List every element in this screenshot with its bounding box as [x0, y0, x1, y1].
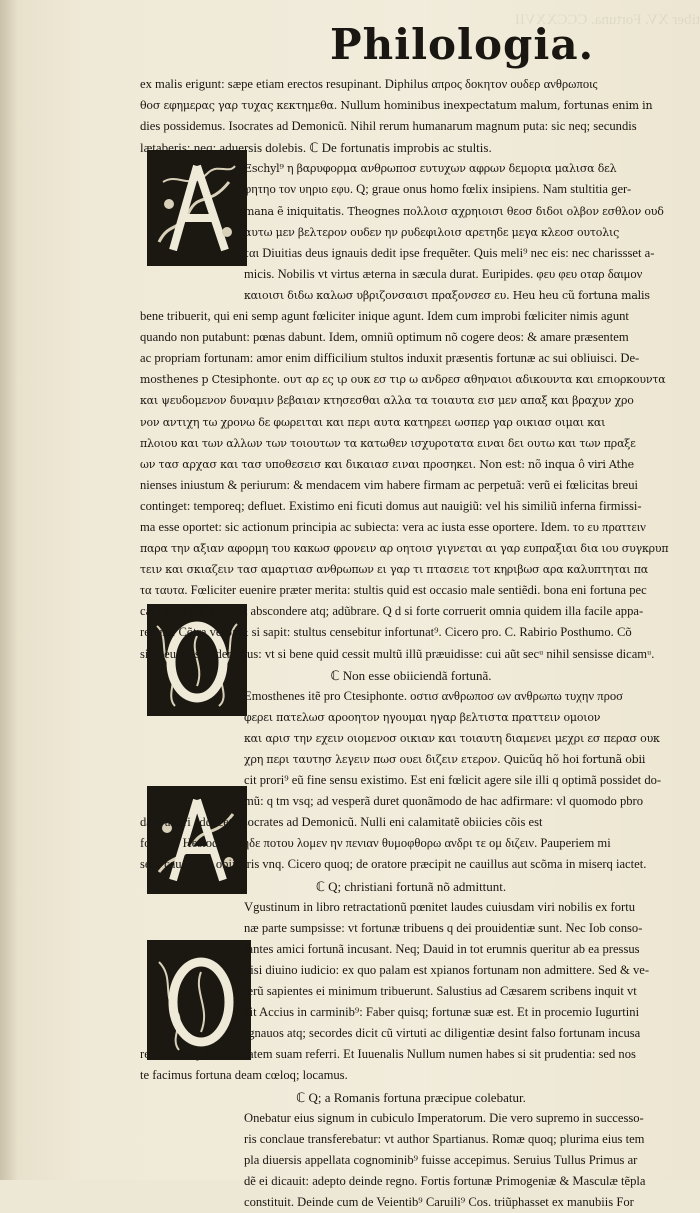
text-line: pla diuersis appellata cognominib⁹ fuisse accepimus. Seruius Tullus Primus ar	[244, 1152, 638, 1167]
text-line: bene tribuerit, qui eni semp agunt fœliciter inique agunt. Idem cum improbi fœliciter nimis agunt	[140, 309, 629, 324]
text-line: terũ sapientes ei minimum tribuerunt. Salustius ad Cæsarem scribens inquit vt	[244, 984, 637, 999]
text-line: Vgustinum in libro retractationũ pœnitet laudes cuiusdam viri nobilis ex fortu	[244, 899, 636, 914]
text-line: και αρισ την εχειν οιομενοσ οικιαν και τοιαυτη διαμενει μεχρι εσ περασ ουκ	[244, 731, 660, 745]
text-line: θοσ εφημερας γαρ τυχας κεκτημεθα. Nullum hominibus inexpectatum malum, fortunas enim in	[140, 99, 653, 113]
text-line: καιοισι διδω καλωσ υβριζονσαισι πραξονσεσ ευ. Heu heu cũ fortuna malis	[244, 288, 650, 302]
text-line: ris conclaue transferebatur: vt author Spartianus. Romæ quoq; plurima eius tem	[244, 1131, 645, 1146]
text-line: sero caueas ne obiiceris vnq. Cicero quoq; de oratore præcipit ne cauillus aut scõma in miserq iactet.	[140, 857, 647, 872]
text-line: Eschyl⁹ η βαρυφορμα ανθρωποσ ευτυχων αφρων δεμορια μαλισα δελ	[244, 162, 617, 176]
text-line: nienses iniustum & periurum: & mendacem vim habere firmam ac perpetuã: verũ ei fœlicitas breui	[140, 477, 638, 492]
text-line: Ignauos atq; secordes dicit cũ virtuti ac diligentiæ desint falso fortunam incusa	[244, 1026, 641, 1041]
text-line: παρα την αξιαν αφορμη του κακωσ φρονειν αρ οητοισ γιγνεται αι γαρ ευπραξιαι δια ιου συγκρυπ	[140, 542, 669, 556]
text-line: continget: temporeq; defluet. Existimo eni ficuti domus aut nauigiũ: vel his similiũ inferna firmissi-	[140, 498, 642, 513]
text-line: ται Diuitias deus ignauis dedit ipse frequẽter. Quis meli⁹ nec eis: nec charissset a-	[244, 245, 655, 260]
text-line: Onebatur eius signum in cubiculo Imperatorum. Die vero supremo in successo-	[244, 1110, 644, 1125]
text-line: ac propriam fortunam: amor enim difficilium stultos induxit præsentis fortunæ ac sui obliuisci. De-	[140, 351, 640, 366]
text-line: dare alteri addecet. Isocrates ad Demonicũ. Nulli eni calamitatẽ obiicies cõis est	[140, 815, 543, 830]
running-head: Philologia.	[330, 20, 595, 69]
text-line: ex malis erigunt: sæpe etiam erectos resupinant. Diphilus απρος δοκητον ουδερ ανθρωποις	[140, 77, 598, 91]
text-line: ων τασ αρχασ και τασ υποθεσεισ και δικαιασ ειναι προσηκει. Non est: nõ inqua ô viri Athe	[140, 457, 634, 471]
text-line: πλοιου και των αλλων των τοιουτων τα κατωθεν ισχυροτατα ειναι δει ουτω και των πραξε	[140, 436, 636, 450]
text-line: νον αντιχη τω χρονω δε φωρειται και περι αυτα κατηρεει ωσπερ γαρ οικιασ οιμαι και	[140, 415, 606, 429]
section-heading: ℂ Q; christiani fortunã nõ admittunt.	[315, 878, 507, 894]
section-heading: ℂ Non esse obiiciendã fortunã.	[330, 667, 492, 683]
text-line: dẽ ei dicauit: adepto deinde regno. Fortis fortunæ Primogeniæ & Masculæ tẽpla	[244, 1173, 646, 1188]
text-line: fortuna. Hesiodus. μηδε ποτου λομεν ην πενιαν θυμοφθορω ανδρι τε ομ διζειν. Pauperiem mi	[140, 836, 611, 851]
text-line: næ parte sumpsisse: vt fortunæ tribuens q dei prouidentiæ sunt. Nec Iob conso-	[244, 920, 643, 935]
text-line: re: ad eamq; infœlicitatem suam referri. Et Iuuenalis Nullum numen habes si sit prudentia: sed nos	[140, 1047, 636, 1062]
text-line: mosthenes p Ctesiphonte. ουτ αρ ες ιρ ουκ εσ τιρ ω ανδρεσ αθηναιοι αδικουντα και επιορκουντα	[140, 373, 666, 387]
text-line: quando non putabunt: pœnas dabunt. Idem, omniũ optimum nõ cogere deos: & amare præsentem	[140, 330, 629, 345]
text-line: χρη περι ταυτησ λεγειν πωσ ουει διζειν ετερον. Quicũq hõ hoi fortunã obii	[244, 753, 646, 766]
binding-gutter	[0, 0, 18, 1180]
text-line: και ψευδομενον δυναμιν βεβαιαν κτησεσθαι αλλα τα τοιαυτα εισ μεν απαξ και βραχυν χρο	[140, 394, 634, 408]
text-line: cata mortaliũ apta est abscondere atq; adũbrare. Q d si forte corruerit omnia quidem illa facile appa-	[140, 604, 644, 619]
text-line: lantes amici fortunã incusant. Neq; Dauid in tot erumnis queritur ab ea pressus	[244, 941, 640, 956]
text-line: ma esse oportet: sic actionum principia ac subiecta: vera ac iusta esse oportere. Idem. το ευ πραττειν	[140, 519, 646, 534]
text-line: te facimus fortuna deam cœloq; locamus.	[140, 1068, 348, 1083]
text-line: micis. Nobilis vt virtus æterna in sæcula durat. Euripides. φευ φευ οταρ δαιμον	[244, 266, 643, 281]
text-line: Emosthenes itẽ pro Ctesiphonte. οστισ ανθρωποσ ων ανθρωπω τυχην προσ	[244, 688, 623, 703]
text-line: cit prori⁹ eũ fine sensu existimo. Est eni fœlicit agere sile illi q optimã possidet do-	[244, 773, 662, 788]
text-line: mana ẽ iniquitatis. Theognes πολλοισ αχρηιοισι θεοσ διδοι ολβον εσθλον ουδ	[244, 204, 664, 218]
body-text	[140, 74, 682, 1213]
text-line: τα ταυτα. Fœliciter euenire præter merita: stultis quid est occasio male sentiẽdi. bona eni fortuna pec	[140, 583, 647, 598]
text-line: silia euentis põderamus: vt si bene quid cessit multũ illũ præuidisse: cui aũt secᵘ nihil sensisse dicamᵘ.	[140, 646, 655, 661]
text-line: lætaberis: neq; aduersis dolebis. ℂ De fortunatis improbis ac stultis.	[140, 140, 492, 156]
text-line: τειν και σκιαζειν τασ αμαρτιασ ανθρωπων ει γαρ τι πτασειε τοτ κηριβωσ αρα καλυπτηται πα	[140, 563, 649, 577]
text-line: φερει πατελωσ αροοητον ηγουμαι ηγαρ βελτιστα πραττειν ομοιον	[244, 710, 601, 724]
text-line: dies possidemus. Isocrates ad Demonicũ. Nihil rerum humanarum magnum puta: sic neq; secundis	[140, 119, 637, 134]
show-through-text: tiber XV. Fortuna. CCCXXVII	[514, 12, 700, 28]
text-line: φητηο τον υηριο εφυ. Q; graue onus homo fœlix insipiens. Nam stultitia ger-	[244, 182, 632, 197]
text-line: nisi diuino iudicio: ex quo palam est xpianos fortunam non admittere. Sed & ve-	[244, 962, 650, 977]
text-line: ait Accius in carminib⁹: Faber quisq; fortunæ suæ est. Et in procemio Iugurtini	[244, 1005, 640, 1020]
section-heading: ℂ Q; a Romanis fortuna præcipue colebatur.	[296, 1089, 526, 1105]
text-line: rebunt. Cõtra vero: & si sapit: stultus censebitur infortunat⁹. Cicero pro. C. Rabirio Posthumo. Cõ	[140, 625, 632, 640]
text-line: constituit. Deinde cum de Veientib⁹ Caruili⁹ Cos. triũphasset ex manubiis For	[244, 1194, 634, 1209]
text-line: αυτω μεν βελτερον ουδεν ην ρυδεφιλοισ αρετηδε μεγα κλεοσ ουτολις	[244, 225, 620, 239]
text-line: mũ: q tm vsq; ad vesperã duret quonãmodo de hac adfirmare: vl quomodo pbro	[244, 794, 644, 809]
